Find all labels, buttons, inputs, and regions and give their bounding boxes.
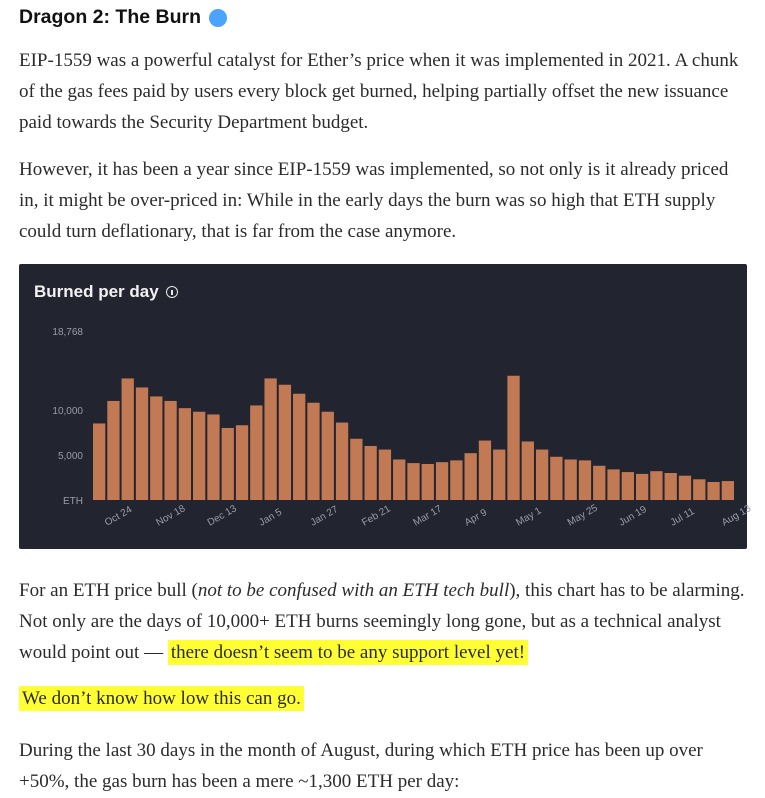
bar [150,396,162,500]
highlighted-text-support: there doesn’t seem to be any support level yet! [168,640,528,665]
bar [136,387,148,500]
bar [193,412,205,500]
bar [122,378,134,500]
x-tick-label: May 1 [514,505,544,529]
x-tick-label: Jan 27 [308,504,341,529]
bar [307,403,319,500]
bar [393,459,405,500]
bar [107,401,119,500]
bar [164,401,176,500]
bar [650,471,662,500]
y-tick-label: 10,000 [52,405,83,417]
paragraph-priced-in: However, it has been a year since EIP-1559 was implemented, so not only is it already priced in, it might be over-priced in: While in the early days the burn was so high that ETH supply could turn deflationary, that is far from the case anymore. [19,159,729,242]
bar [565,459,577,500]
bar [264,378,276,500]
paragraph-italic-text: not to be confused with an ETH tech bull [197,580,510,601]
paragraph-how-low [19,683,747,714]
x-tick-label: Jun 19 [617,504,649,529]
bar [550,457,562,500]
bar [607,469,619,500]
bar [93,423,105,500]
bar [522,441,534,500]
bar [622,472,634,500]
paragraph-text-b: ), this chart has to be alarming. Not only are the days of 10,000+ ETH burns seemingly long gone, but as a technical analyst would point out — [19,580,745,663]
y-tick-label: 18,768 [52,327,83,338]
section-heading [19,6,227,29]
bar [222,428,234,500]
blue-dot-icon [209,9,227,27]
bar [465,453,477,500]
x-tick-label: Mar 17 [411,503,444,529]
bar [250,405,262,500]
bar [722,481,734,500]
bar [507,376,519,500]
x-tick-label: Jan 5 [257,506,284,529]
x-tick-label: Dec 13 [205,503,239,529]
paragraph-eip1559: EIP-1559 was a powerful catalyst for Ether’s price when it was implemented in 2021. A chunk of the gas fees paid by users every block get burned, helping partially offset the new issuance paid towards the Security Department budget. [19,50,739,133]
x-tick-label: Feb 21 [360,503,393,529]
y-tick-label: 5,000 [57,450,83,462]
bar [707,482,719,500]
paragraph-text-a: For an ETH price bull ( [19,580,198,601]
bar [479,441,491,500]
y-tick-label: ETH [63,496,83,507]
bar [336,423,348,500]
bar [450,460,462,500]
bar [679,476,691,500]
burned-per-day-chart [19,264,753,549]
x-tick-label: Nov 18 [154,503,188,529]
chart-plot [19,264,753,549]
paragraph-eth-price-bull [19,575,747,668]
x-tick-label: Oct 24 [103,504,135,529]
bar [322,412,334,500]
bar [693,479,705,500]
bar [207,414,219,500]
bar [536,450,548,500]
bar [379,450,391,500]
bar [279,385,291,500]
paragraph-last-30-days: During the last 30 days in the month of August, during which ETH price has been up over +50%, the gas burn has been a mere ~1,300 ETH per day: [19,740,703,792]
bar [350,439,362,500]
x-tick-label: Jul 11 [668,506,697,529]
bar [665,473,677,500]
bar [422,464,434,500]
chart-title-text: Burned per day [34,282,159,301]
bar [364,446,376,500]
bar [236,425,248,500]
bar [593,466,605,500]
bar [179,408,191,500]
bar [436,462,448,500]
bar [293,394,305,500]
highlighted-text-how-low: We don’t know how low this can go. [19,686,304,711]
section-heading-text: Dragon 2: The Burn [19,6,202,28]
x-tick-label: Apr 9 [462,507,490,529]
bar [636,474,648,500]
x-tick-label: Aug 13 [720,503,753,529]
bar [493,450,505,500]
bar [579,460,591,500]
x-tick-label: May 25 [565,502,600,529]
bar [407,463,419,500]
